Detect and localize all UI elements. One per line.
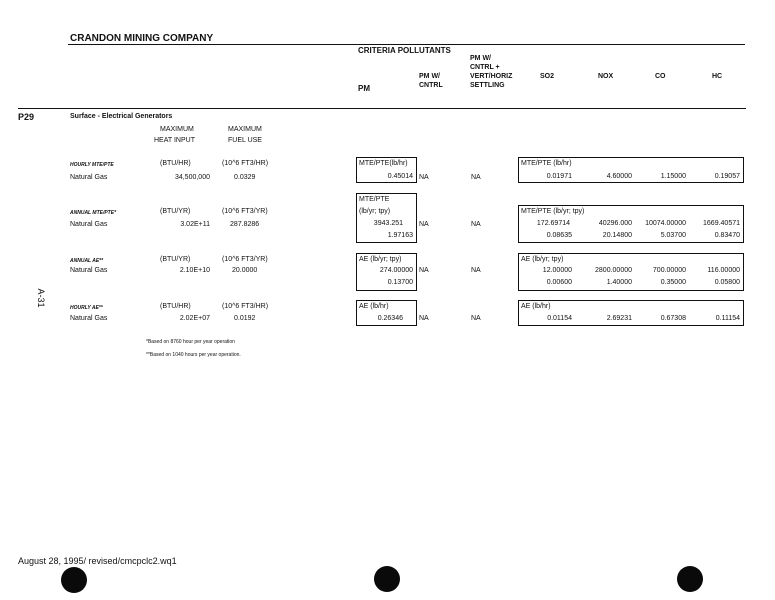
nox-value: 2800.00000 (595, 267, 632, 274)
nox-value: 40296.000 (598, 220, 632, 227)
section-title: Surface - Electrical Generators (70, 113, 173, 120)
fuel-name: Natural Gas (70, 267, 108, 274)
pmvh-value: NA (471, 174, 481, 181)
pm-box-head: MTE/PTE (359, 196, 390, 203)
col-pmvh-3: VERT/HORIZ (470, 73, 513, 80)
heat-input-head-2: HEAT INPUT (154, 137, 195, 144)
file-footer: August 28, 1995/ revised/cmcpclc2.wq1 (18, 556, 177, 566)
col-pmw-1: PM W/ (419, 73, 440, 80)
so2-value-2: 0.00600 (546, 279, 572, 286)
col-pm: PM (358, 84, 370, 93)
gas-box-head: AE (lb/hr) (521, 303, 551, 310)
co-value-2: 0.35000 (660, 279, 686, 286)
so2-value: 12.00000 (542, 267, 572, 274)
header-rule-bottom (18, 108, 746, 109)
fuel-unit: (10^6 FT3/YR) (222, 256, 268, 263)
hc-value: 116.00000 (707, 267, 740, 274)
footnote-2: **Based on 1040 hours per year operation. (146, 352, 241, 358)
so2-value-2: 0.08635 (546, 232, 572, 239)
col-nox: NOX (598, 73, 614, 80)
co-value-2: 5.03700 (660, 232, 686, 239)
pm-value-2: 1.97163 (387, 232, 413, 239)
pmw-value: NA (419, 221, 429, 228)
fuel-value: 287.8286 (230, 221, 260, 228)
block-label: HOURLY AE** (70, 305, 103, 311)
heat-unit: (BTU/YR) (160, 208, 191, 215)
heat-unit: (BTU/YR) (160, 256, 191, 263)
pm-box-head-2: (lb/yr; tpy) (359, 208, 391, 215)
pm-value: 3943.251 (373, 220, 403, 227)
pmvh-value: NA (471, 267, 481, 274)
fuel-name: Natural Gas (70, 221, 108, 228)
block-label: HOURLY MTE/PTE (70, 162, 114, 168)
heat-value: 2.02E+07 (179, 315, 210, 322)
col-co: CO (655, 73, 666, 80)
criteria-header: CRITERIA POLLUTANTS (358, 46, 451, 55)
fuel-name: Natural Gas (70, 315, 108, 322)
so2-value: 172.69714 (536, 220, 570, 227)
nox-value-2: 1.40000 (606, 279, 632, 286)
heat-input-head-1: MAXIMUM (160, 126, 194, 133)
col-hc: HC (712, 73, 723, 80)
co-value: 1.15000 (660, 173, 686, 180)
footnote-1: *Based on 8760 hour per year operation (146, 339, 235, 345)
col-pmvh-2: CNTRL + (470, 64, 500, 71)
gas-box-head: MTE/PTE (lb/hr) (521, 160, 572, 167)
nox-value: 2.69231 (606, 315, 632, 322)
page-number: A-31 (36, 288, 46, 308)
pmvh-value: NA (471, 221, 481, 228)
so2-value: 0.01154 (547, 315, 572, 322)
pm-box-head: AE (lb/hr) (359, 303, 389, 310)
pm-value-2: 0.13700 (387, 279, 413, 286)
hc-value-2: 0.83470 (714, 232, 740, 239)
hc-value: 1669.40571 (703, 220, 740, 227)
co-value: 0.67308 (660, 315, 686, 322)
fuel-value: 0.0192 (234, 315, 256, 322)
pmw-value: NA (419, 315, 429, 322)
nox-value: 4.60000 (606, 173, 632, 180)
fuel-use-head-2: FUEL USE (228, 137, 262, 144)
pm-box-head: AE (lb/yr; tpy) (359, 256, 402, 263)
gas-box-head: AE (lb/yr; tpy) (521, 256, 564, 263)
fuel-name: Natural Gas (70, 174, 108, 181)
pm-value: 274.00000 (379, 267, 413, 274)
header-rule-top (68, 44, 745, 45)
heat-value: 2.10E+10 (179, 267, 210, 274)
col-so2: SO2 (540, 73, 555, 80)
punch-hole-left (61, 567, 87, 593)
pmw-value: NA (419, 267, 429, 274)
punch-hole-right (677, 566, 703, 592)
hc-value: 0.11154 (715, 315, 740, 322)
hc-value-2: 0.05800 (714, 279, 740, 286)
pm-value: 0.26346 (377, 315, 403, 322)
section-id: P29 (18, 112, 35, 122)
punch-hole-center (374, 566, 400, 592)
heat-value: 34,500,000 (174, 174, 210, 181)
col-pmvh-1: PM W/ (470, 55, 491, 62)
pmvh-value: NA (471, 315, 481, 322)
company-name: CRANDON MINING COMPANY (70, 33, 214, 44)
so2-value: 0.01971 (546, 173, 572, 180)
heat-value: 3.02E+11 (180, 221, 210, 228)
fuel-unit: (10^6 FT3/HR) (222, 303, 269, 310)
fuel-unit: (10^6 FT3/HR) (222, 160, 269, 167)
co-value: 10074.00000 (645, 220, 686, 227)
gas-box (518, 300, 744, 326)
fuel-value: 20.0000 (232, 267, 258, 274)
nox-value-2: 20.14800 (602, 232, 632, 239)
block-label: ANNUAL MTE/PTE* (70, 210, 117, 216)
pm-box-head: MTE/PTE(lb/hr) (359, 160, 408, 167)
hc-value: 0.19057 (714, 173, 740, 180)
fuel-value: 0.0329 (234, 174, 256, 181)
pm-value: 0.45014 (387, 173, 413, 180)
fuel-use-head-1: MAXIMUM (228, 126, 262, 133)
co-value: 700.00000 (652, 267, 686, 274)
heat-unit: (BTU/HR) (160, 160, 191, 167)
pmw-value: NA (419, 174, 429, 181)
col-pmw-2: CNTRL (419, 82, 443, 89)
gas-box-head: MTE/PTE (lb/yr; tpy) (521, 208, 585, 215)
col-pmvh-4: SETTLING (470, 82, 505, 89)
heat-unit: (BTU/HR) (160, 303, 191, 310)
block-label: ANNUAL AE** (70, 258, 104, 264)
fuel-unit: (10^6 FT3/YR) (222, 208, 268, 215)
